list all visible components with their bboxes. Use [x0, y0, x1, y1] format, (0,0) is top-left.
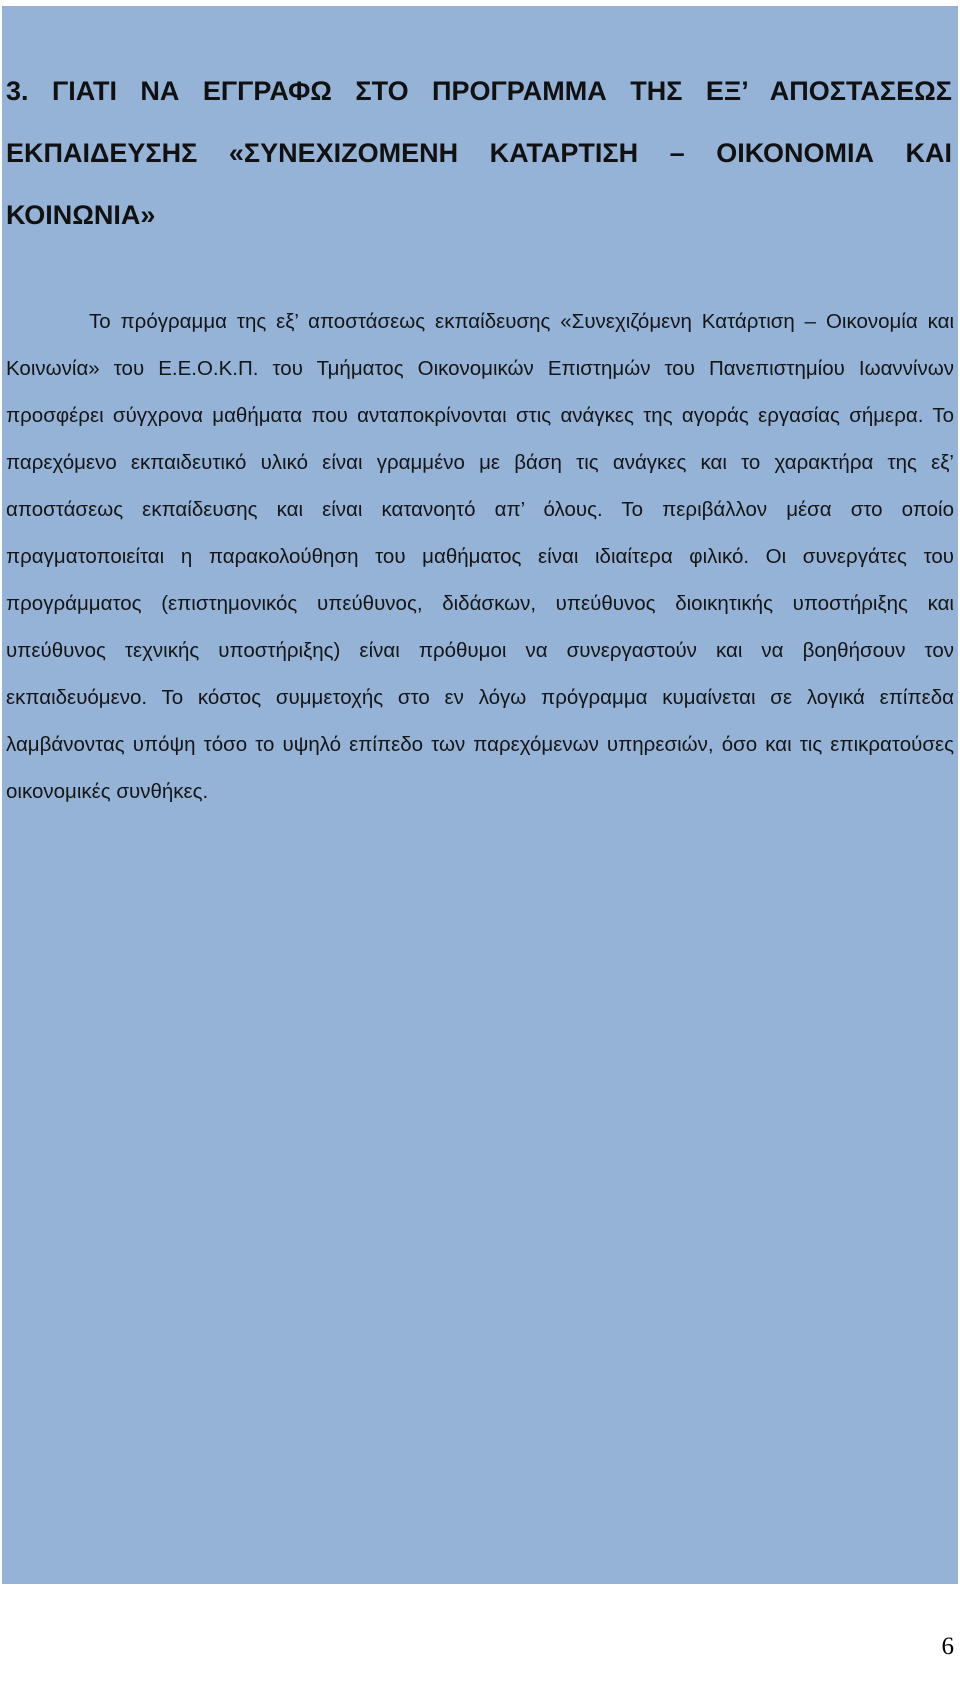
- page-number: 6: [941, 1633, 954, 1660]
- body-paragraph: Το πρόγραμμα της εξ’ αποστάσεως εκπαίδευσης «Συνεχιζόμενη Κατάρτιση – Οικονομία και Κοινωνία» του Ε.Ε.Ο.Κ.Π. του Τμήματος Οικονομικών Επιστημών του Πανεπιστημίου Ιωαννίνων προσφέρει σύγχρονα μαθήματα που ανταποκρίνονται στις ανάγκες της αγοράς εργασίας σήμερα. Το παρεχόμενο εκπαιδευτικό υλικό είναι γραμμένο με βάση τις ανάγκες και το χαρακτήρα της εξ’ αποστάσεως εκπαίδευσης και είναι κατανοητό απ’ όλους. Το περιβάλλον μέσα στο οποίο πραγματοποιείται η παρακολούθηση του μαθήματος είναι ιδιαίτερα φιλικό. Οι συνεργάτες του προγράμματος (επιστημονικός υπεύθυνος, διδάσκων, υπεύθυνος διοικητικής υποστήριξης και υπεύθυνος τεχνικής υποστήριξης) είναι πρόθυμοι να συνεργαστούν και να βοηθήσουν τον εκπαιδευόμενο. Το κόστος συμμετοχής στο εν λόγω πρόγραμμα κυμαίνεται σε λογικά επίπεδα λαμβάνοντας υπόψη τόσο το υψηλό επίπεδο των παρεχόμενων υπηρεσιών, όσο και τις επικρατούσες οικονομικές συνθήκες.: [6, 310, 954, 803]
- section-heading: 3. ΓΙΑΤΙ ΝΑ ΕΓΓΡΑΦΩ ΣΤΟ ΠΡΟΓΡΑΜΜΑ ΤΗΣ ΕΞ’ ΑΠΟΣΤΑΣΕΩΣ ΕΚΠΑΙΔΕΥΣΗΣ «ΣΥΝΕΧΙΖΟΜΕΝΗ ΚΑΤΑΡΤΙΣΗ – ΟΙΚΟΝΟΜΙΑ ΚΑΙ ΚΟΙΝΩΝΙΑ»: [6, 76, 952, 230]
